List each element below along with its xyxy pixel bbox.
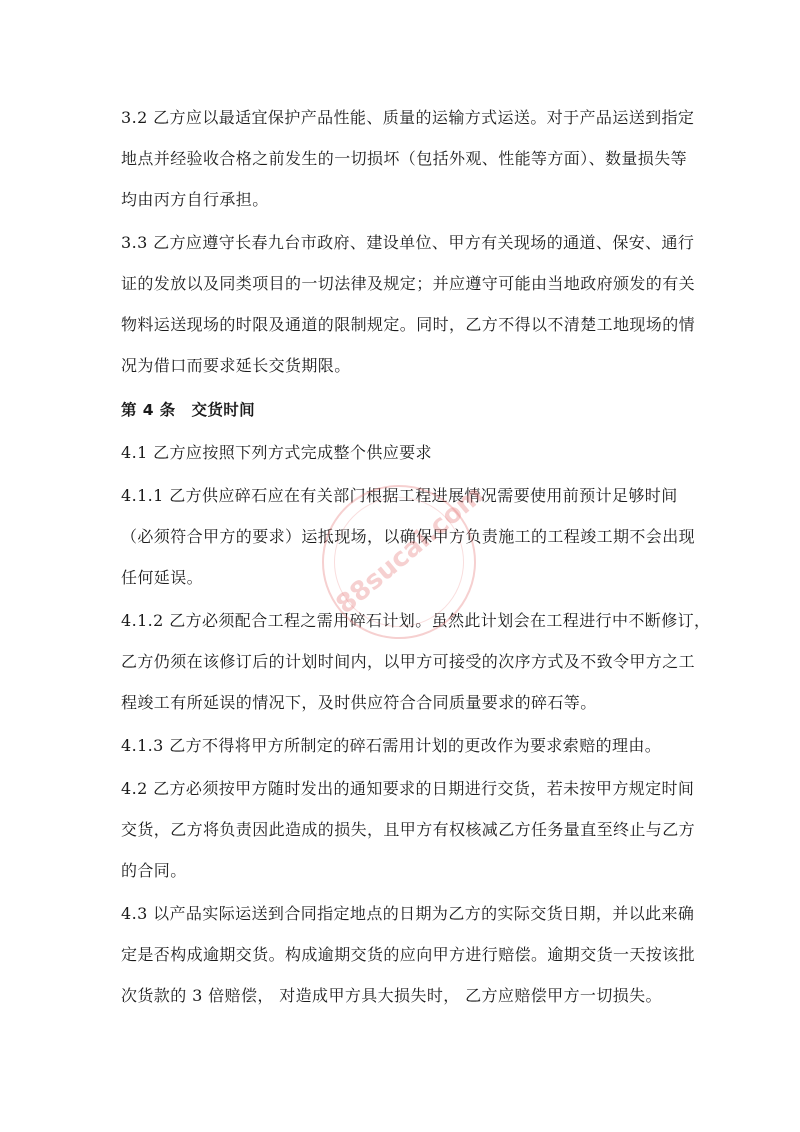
clause-4-1-line-1: 4.1 乙方应按照下列方式完成整个供应要求 bbox=[121, 443, 432, 462]
clause-3-3-line-2: 证的发放以及同类项目的一切法律及规定；并应遵守可能由当地政府颁发的有关 bbox=[121, 274, 696, 293]
clause-3-2-line-2: 地点并经验收合格之前发生的一切损坏（包括外观、性能等方面）、数量损失等 bbox=[121, 149, 688, 168]
clause-4-1-1-line-3: 任何延误。 bbox=[121, 568, 204, 587]
section-heading-article-4: 第 4 条 交货时间 bbox=[121, 401, 256, 419]
clause-3-3-line-1: 3.3 乙方应遵守长春九台市政府、建设单位、甲方有关现场的通道、保安、通行 bbox=[121, 233, 695, 252]
clause-4-3-line-3: 次货款的 3 倍赔偿， 对造成甲方具大损失时， 乙方应赔偿甲方一切损失。 bbox=[121, 986, 662, 1005]
clause-4-1-2-line-1: 4.1.2 乙方必须配合工程之需用碎石计划。虽然此计划会在工程进行中不断修订， bbox=[121, 611, 711, 630]
clause-4-1-2-line-2: 乙方仍须在该修订后的计划时间内，以甲方可接受的次序方式及不致令甲方之工 bbox=[121, 652, 696, 671]
clause-4-1-3-line-1: 4.1.3 乙方不得将甲方所制定的碎石需用计划的更改作为要求索赔的理由。 bbox=[121, 736, 662, 755]
clause-4-3-line-2: 定是否构成逾期交货。构成逾期交货的应向甲方进行赔偿。逾期交货一天按该批 bbox=[121, 945, 696, 964]
clause-4-3-line-1: 4.3 以产品实际运送到合同指定地点的日期为乙方的实际交货日期，并以此来确 bbox=[121, 904, 695, 923]
clause-4-1-1-line-1: 4.1.1 乙方供应碎石应在有关部门根据工程进展情况需要使用前预计足够时间 bbox=[121, 486, 678, 505]
clause-3-3-line-3: 物料运送现场的时限及通道的限制规定。同时，乙方不得以不清楚工地现场的情 bbox=[121, 315, 696, 334]
clause-3-2-line-3: 均由丙方自行承担。 bbox=[121, 190, 269, 209]
watermark-text: 88sucai.com bbox=[330, 480, 490, 621]
clause-3-3-line-4: 况为借口而要求延长交货期限。 bbox=[121, 356, 351, 375]
clause-4-2-line-3: 的合同。 bbox=[121, 861, 187, 880]
clause-4-2-line-2: 交货，乙方将负责因此造成的损失，且甲方有权核减乙方任务量直至终止与乙方 bbox=[121, 820, 696, 839]
clause-4-1-2-line-3: 程竣工有所延误的情况下，及时供应符合合同质量要求的碎石等。 bbox=[121, 693, 597, 712]
clause-4-1-1-line-2: （必须符合甲方的要求）运抵现场，以确保甲方负责施工的工程竣工期不会出现 bbox=[121, 527, 696, 546]
clause-3-2-line-1: 3.2 乙方应以最适宜保护产品性能、质量的运输方式运送。对于产品运送到指定 bbox=[121, 108, 695, 127]
clause-4-2-line-1: 4.2 乙方必须按甲方随时发出的通知要求的日期进行交货，若未按甲方规定时间 bbox=[121, 779, 695, 798]
